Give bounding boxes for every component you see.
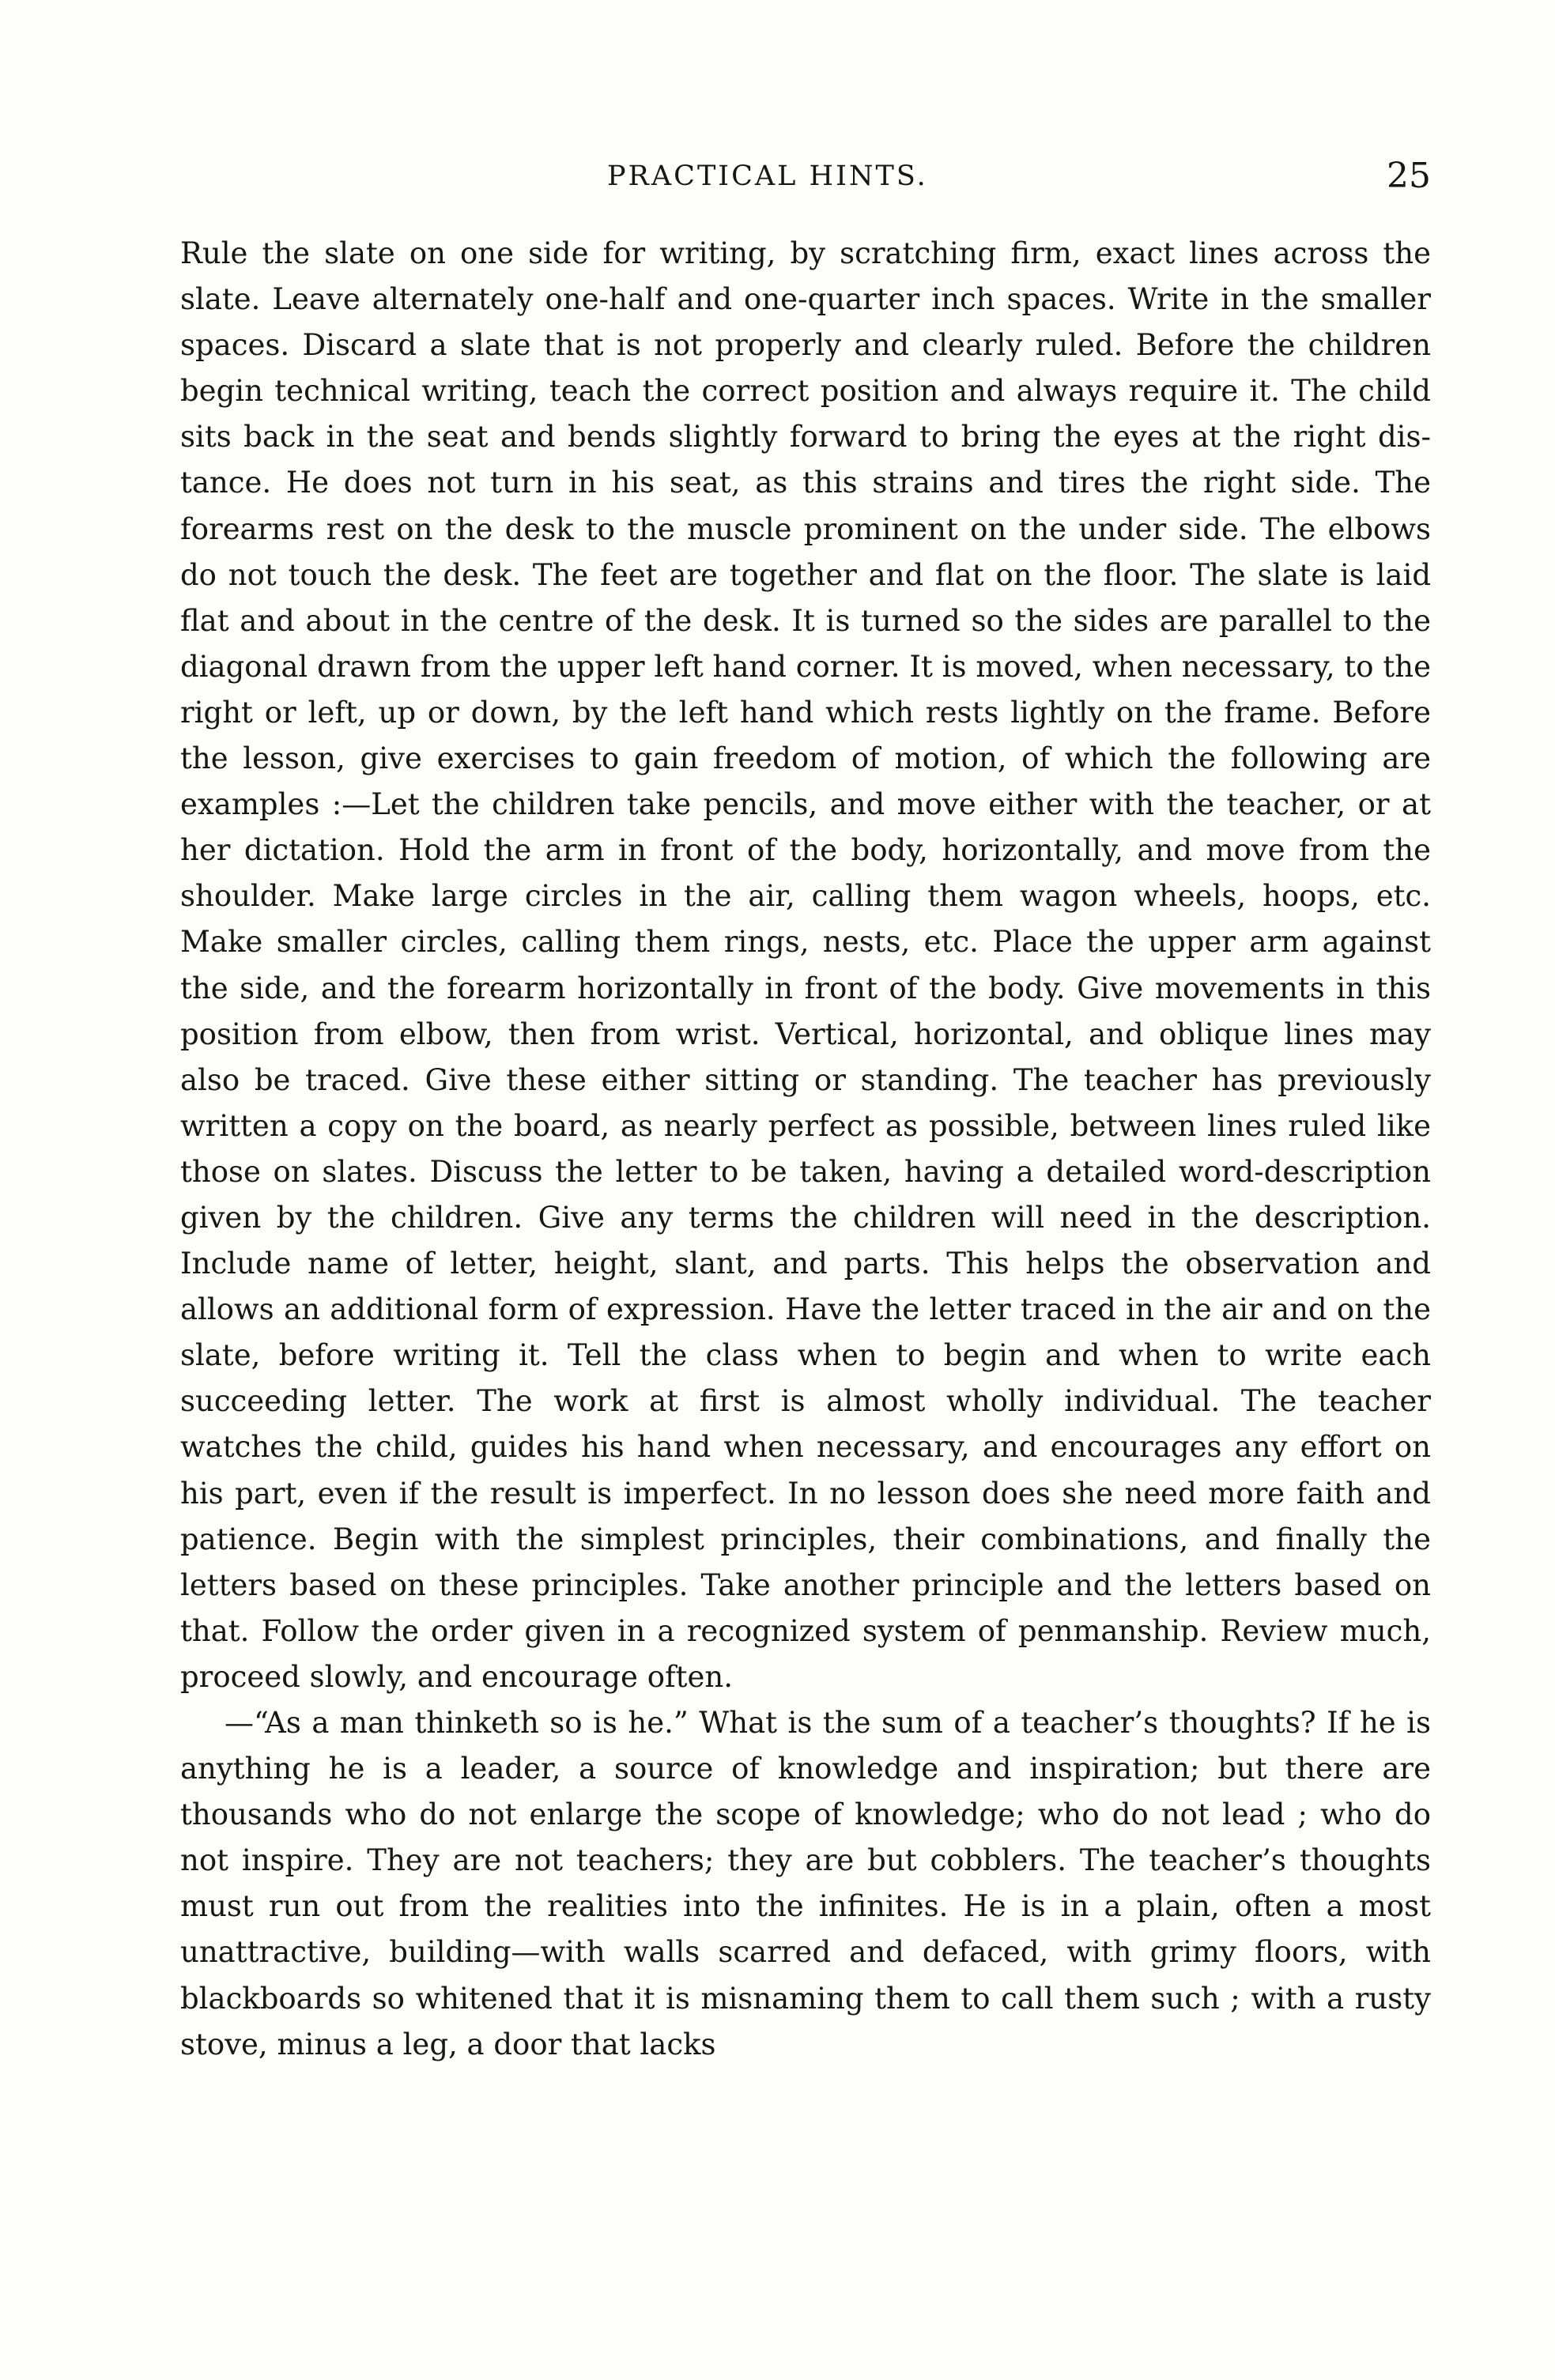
- page-number: 25: [1387, 156, 1431, 196]
- paragraph-penmanship-instructions: Rule the slate on one side for writing, by scratching firm, exact lines across the slate. Leave alternately one-half and one-quarter inch spaces. Write in the smaller spaces. Discard a slate that is not properly and clearly ruled. Before the children begin technical writing, teach the correct position and always require it. The child sits back in the seat and bends slightly forward to bring the eyes at the right distance. He does not turn in his seat, as this strains and tires the right side. The forearms rest on the desk to the muscle prominent on the under side. The elbows do not touch the desk. The feet are together and flat on the floor. The slate is laid flat and about in the centre of the desk. It is turned so the sides are parallel to the diagonal drawn from the upper left hand corner. It is moved, when necessary, to the right or left, up or down, by the left hand which rests lightly on the frame. Before the lesson, give exercises to gain freedom of motion, of which the following are examples :—Let the children take pencils, and move either with the teacher, or at her dictation. Hold the arm in front of the body, horizontally, and move from the shoulder. Make large circles in the air, calling them wagon wheels, hoops, etc. Make smaller circles, calling them rings, nests, etc. Place the upper arm against the side, and the forearm horizontally in front of the body. Give movements in this position from elbow, then from wrist. Vertical, horizontal, and oblique lines may also be traced. Give these either sitting or standing. The teacher has previously written a copy on the board, as nearly perfect as possible, between lines ruled like those on slates. Discuss the letter to be taken, having a detailed word-description given by the children. Give any terms the children will need in the description. Include name of letter, height, slant, and parts. This helps the observation and allows an additional form of expression. Have the letter traced in the air and on the slate, before writing it. Tell the class when to begin and when to write each succeeding letter. The work at first is almost wholly individual. The teacher watches the child, guides his hand when necessary, and encourages any effort on his part, even if the result is imperfect. In no lesson does she need more faith and patience. Begin with the simplest principles, their combinations, and finally the letters based on these principles. Take another principle and the letters based on that. Follow the order given in a recognized system of penmanship. Review much, proceed slowly, and encourage often.: [180, 236, 1431, 1694]
- paragraph-teacher-thoughts: —“As a man thinketh so is he.” What is the sum of a teacher’s thoughts? If he is anything he is a leader, a source of knowledge and inspiration; but there are thousands who do not enlarge the scope of knowledge; who do not lead ; who do not inspire. They are not teachers; they are but cobblers. The teacher’s thoughts must run out from the realities into the infinites. He is in a plain, often a most unattractive, building—with walls scarred and defaced, with grimy floors, with blackboards so whitened that it is misnaming them to call them such ; with a rusty stove, minus a leg, a door that lacks: [180, 1706, 1431, 2061]
- body-text: [180, 231, 1431, 2068]
- running-title: PRACTICAL HINTS.: [607, 160, 928, 192]
- running-header: [180, 149, 1431, 204]
